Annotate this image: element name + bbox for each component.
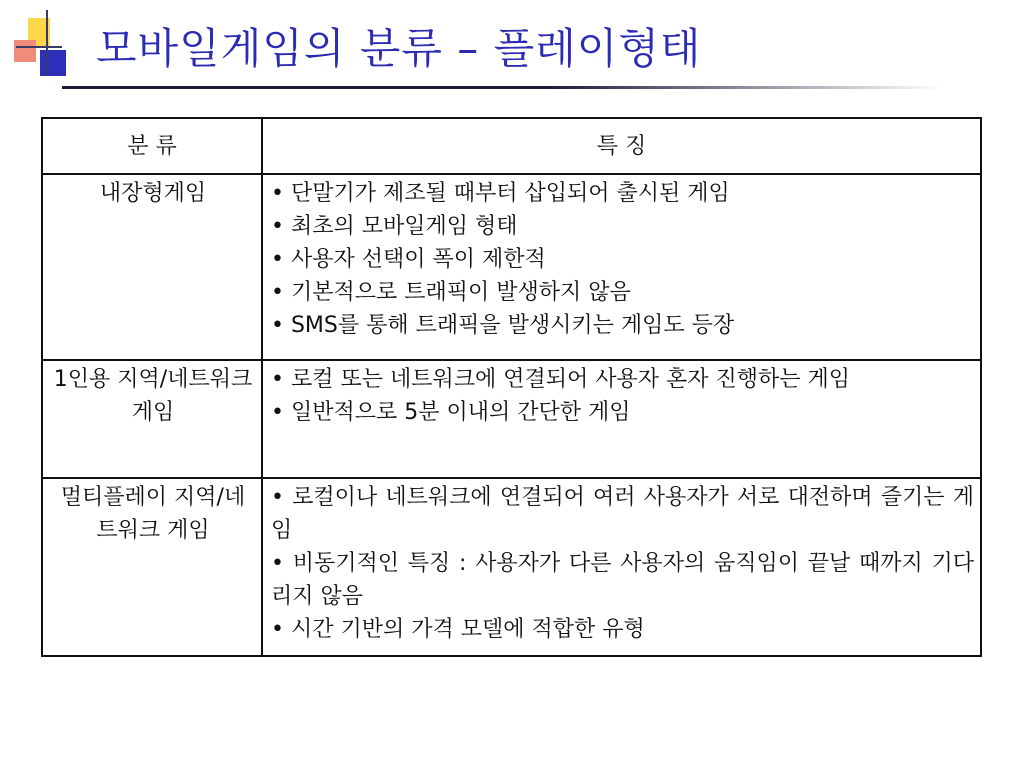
header-features: 특 징 xyxy=(262,118,981,174)
feature-item: • 사용자 선택이 폭이 제한적 xyxy=(271,247,546,272)
corner-logo-icon xyxy=(0,0,80,90)
category-cell: 내장형게임 xyxy=(42,174,262,360)
category-cell: 1인용 지역/네트워크 게임 xyxy=(42,360,262,478)
feature-item: • 시간 기반의 가격 모델에 적합한 유형 xyxy=(271,617,645,642)
features-cell xyxy=(262,174,981,360)
feature-item: • 로컬이나 네트워크에 연결되어 여러 사용자가 서로 대전하며 즐기는 게임 xyxy=(271,485,974,543)
table-row xyxy=(42,174,981,360)
feature-item: • 최초의 모바일게임 형태 xyxy=(271,214,518,239)
features-cell xyxy=(262,478,981,656)
feature-item: • 단말기가 제조될 때부터 삽입되어 출시된 게임 xyxy=(271,181,730,206)
logo-vertical-line xyxy=(46,10,48,76)
features-cell xyxy=(262,360,981,478)
table-row xyxy=(42,478,981,656)
logo-blue-square xyxy=(40,50,66,76)
logo-horizontal-line xyxy=(16,46,62,48)
logo-red-square xyxy=(14,40,36,62)
slide-title: 모바일게임의 분류 – 플레이형태 xyxy=(96,24,702,73)
table-header-row xyxy=(42,118,981,174)
feature-item: • 일반적으로 5분 이내의 간단한 게임 xyxy=(271,400,631,425)
category-cell: 멀티플레이 지역/네트워크 게임 xyxy=(42,478,262,656)
feature-item: • 기본적으로 트래픽이 발생하지 않음 xyxy=(271,280,631,305)
title-underline xyxy=(62,86,942,89)
feature-item: • SMS를 통해 트래픽을 발생시키는 게임도 등장 xyxy=(271,313,735,338)
feature-item: • 비동기적인 특징 : 사용자가 다른 사용자의 움직임이 끝날 때까지 기다리지 않음 xyxy=(271,551,974,609)
table-row xyxy=(42,360,981,478)
feature-item: • 로컬 또는 네트워크에 연결되어 사용자 혼자 진행하는 게임 xyxy=(271,367,850,392)
header-category: 분 류 xyxy=(42,118,262,174)
classification-table xyxy=(41,117,982,657)
